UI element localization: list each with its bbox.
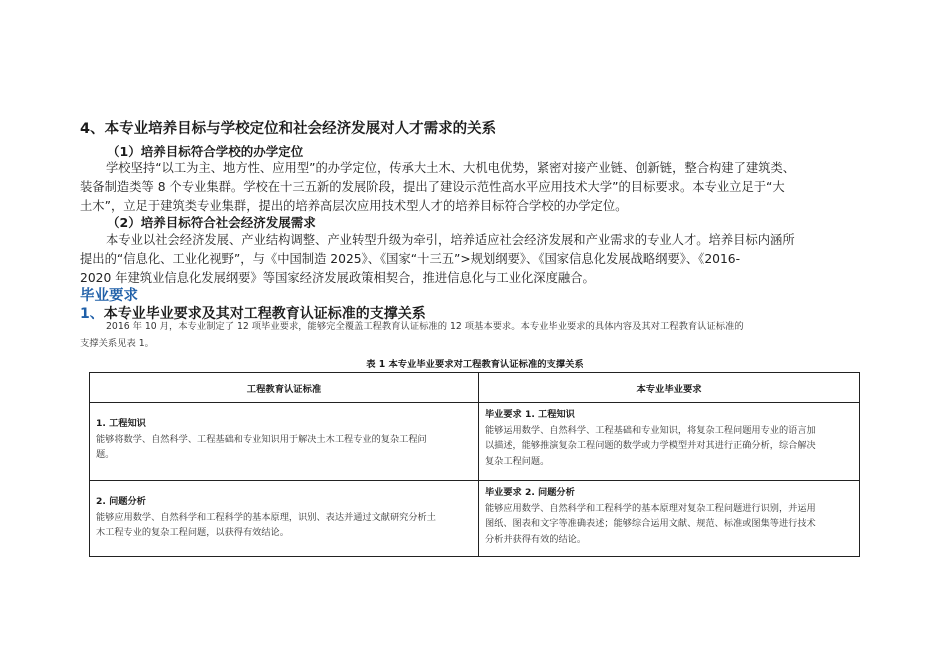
requirement-title: 毕业要求 2. 问题分析: [485, 487, 575, 498]
table-cell: [479, 481, 860, 557]
paragraph-social-needs: [80, 231, 795, 288]
table-cell: [479, 403, 860, 481]
subsection-title-school-positioning: （1）培养目标符合学校的办学定位: [107, 144, 304, 159]
table-row: [90, 403, 860, 481]
paragraph-line: 本专业以社会经济发展、产业结构调整、产业转型升级为牵引，培养适应社会经济发展和产业需求的专业人才。培养目标内涵所: [106, 233, 795, 247]
paragraph-line: 土木”，立足于建筑类专业集群，提出的培养高层次应用技术型人才的培养目标符合学校的办学定位。: [80, 199, 628, 213]
table-cell: [90, 403, 479, 481]
criterion-line: 能够应用数学、自然科学和工程科学的基本原理，识别、表达并通过文献研究分析土: [96, 511, 436, 523]
table-header-row: [90, 373, 860, 403]
intro-line: 支撑关系见表 1。: [80, 338, 154, 349]
requirement-line: 能够应用数学、自然科学和工程科学的基本原理对复杂工程问题进行识别，并运用: [485, 502, 816, 514]
criterion-line: 题。: [96, 449, 115, 460]
paragraph-line: 学校坚持“以工为主、地方性、应用型”的办学定位，传承大土木、大机电优势，紧密对接产业链、创新链，整合构建了建筑类、: [106, 161, 796, 175]
paragraph-line: 装备制造类等 8 个专业集群。学校在十三五新的发展阶段，提出了建设示范性高水平应用技术大学”的目标要求。本专业立足于“大: [80, 180, 785, 194]
criterion-line: 能够将数学、自然科学、工程基础和专业知识用于解决土木工程专业的复杂工程问: [96, 433, 427, 445]
criterion-title: 1. 工程知识: [96, 418, 146, 429]
requirement-line: 复杂工程问题。: [485, 455, 550, 467]
graduation-requirements-title: 毕业要求: [80, 288, 138, 304]
paragraph-line: 提出的“信息化、工业化视野”，与《中国制造 2025》、《国家“十三五”>规划纲要》、《国家信息化发展战略纲要》、《2016-: [80, 252, 741, 266]
table-caption: 表 1 本专业毕业要求对工程教育认证标准的支撑关系: [366, 359, 584, 370]
section-heading: 4、本专业培养目标与学校定位和社会经济发展对人才需求的关系: [80, 121, 497, 137]
support-relationship-table: [89, 372, 860, 557]
requirement-line: 能够运用数学、自然科学、工程基础和专业知识，将复杂工程问题用专业的语言加: [485, 424, 816, 436]
heading-text: 本专业毕业要求及其对工程教育认证标准的支撑关系: [103, 306, 426, 322]
requirement-line: 以描述，能够推演复杂工程问题的数学或力学模型并对其进行正确分析，综合解决: [485, 440, 816, 451]
criterion-title: 2. 问题分析: [96, 496, 146, 507]
criterion-line: 木工程专业的复杂工程问题，以获得有效结论。: [96, 527, 289, 538]
paragraph-line: 2020 年建筑业信息化发展纲要》等国家经济发展政策相契合，推进信息化与工业化深度融合。: [80, 271, 595, 285]
intro-line: 2016 年 10 月，本专业制定了 12 项毕业要求，能够完全覆盖工程教育认证标准的 12 项基本要求。本专业毕业要求的具体内容及其对工程教育认证标准的: [106, 321, 744, 332]
requirement-line: 分析并获得有效的结论。: [485, 533, 587, 545]
column-header: 工程教育认证标准: [90, 373, 479, 403]
column-header: 本专业毕业要求: [479, 373, 860, 403]
table-cell: [90, 481, 479, 557]
requirement-title: 毕业要求 1. 工程知识: [485, 409, 575, 420]
requirement-line: 图纸、图表和文字等准确表述；能够综合运用文献、规范、标准或图集等进行技术: [485, 518, 816, 529]
paragraph-school-positioning: [80, 159, 795, 216]
graduation-intro: [80, 318, 744, 352]
subsection-title-social-needs: （2）培养目标符合社会经济发展需求: [107, 215, 316, 230]
heading-number: 1、: [80, 306, 104, 322]
table-row: [90, 481, 860, 557]
